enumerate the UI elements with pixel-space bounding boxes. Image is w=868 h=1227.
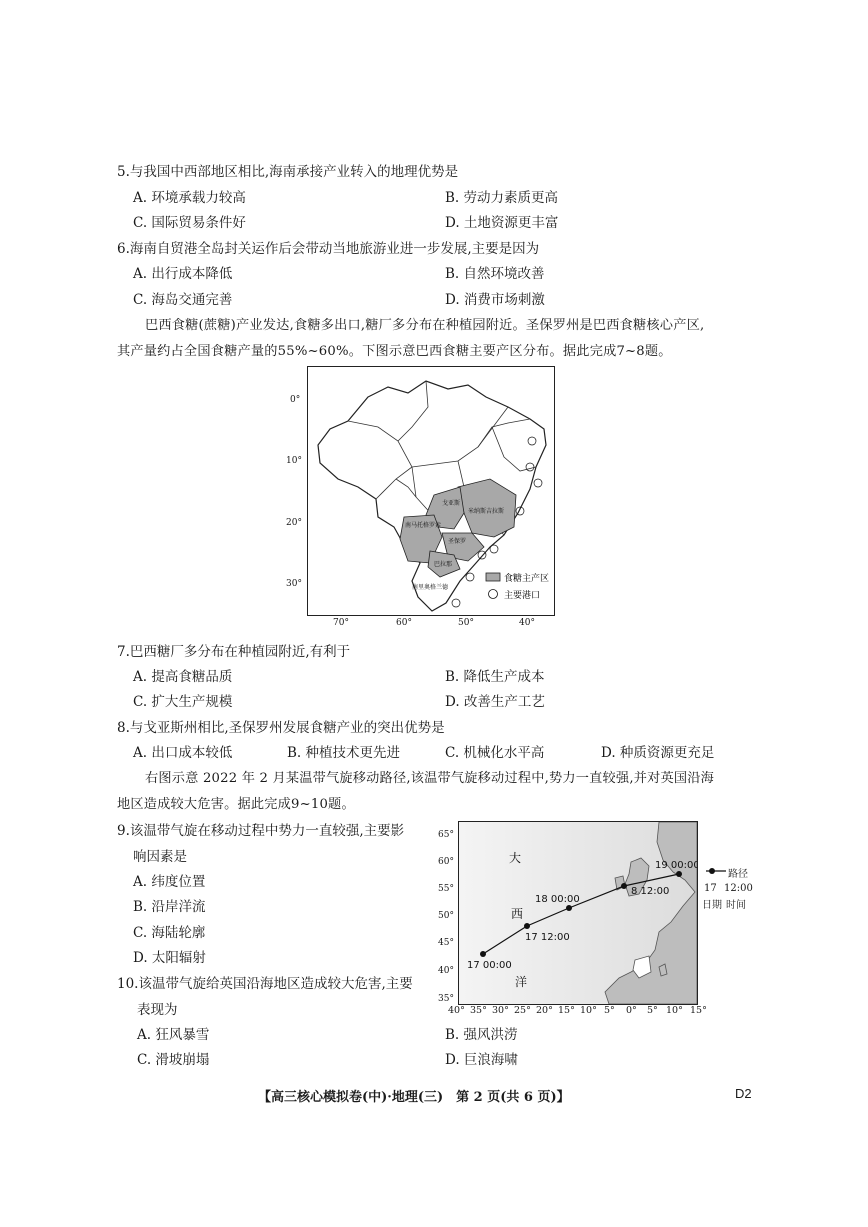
brazil-lat-20: 20° — [286, 518, 302, 528]
question-9-stem-line2: 响因素是 — [133, 849, 187, 865]
page-footer-title: 【高三核心模拟卷(中)·地理(三) 第 2 页(共 6 页)】 — [258, 1090, 570, 1105]
ocean-label-yang: 洋 — [515, 975, 528, 989]
label-sp: 圣保罗 — [448, 538, 467, 545]
q9-option-b: B. 沿岸洋流 — [133, 899, 206, 915]
question-6-stem: 6.海南自贸港全岛封关运作后会带动当地旅游业进一步发展,主要是因为 — [117, 241, 540, 257]
legend-path-point — [709, 868, 715, 874]
legend-path-label: 路径 — [728, 869, 748, 880]
q9-option-c: C. 海陆轮廓 — [133, 925, 206, 941]
question-9-stem-line1: 9.该温带气旋在移动过程中势力一直较强,主要影 — [117, 823, 405, 839]
legend-sugar-label: 食糖主产区 — [504, 574, 550, 584]
brazil-lon-70: 70° — [333, 618, 349, 628]
cyclone-path-map — [458, 821, 698, 1005]
track-point — [480, 951, 486, 957]
track-point — [524, 923, 530, 929]
cyclone-legend — [702, 865, 762, 915]
q9-option-d: D. 太阳辐射 — [133, 950, 206, 966]
brazil-legend — [486, 572, 549, 601]
brazil-sugar-map — [307, 366, 555, 616]
q10-option-b: B. 强风洪涝 — [445, 1027, 518, 1043]
legend-port-label: 主要港口 — [504, 591, 541, 601]
q8-option-b: B. 种植技术更先进 — [287, 745, 401, 761]
cyc-lon-15: 15° — [558, 1005, 575, 1016]
cyc-lon-5e: 5° — [647, 1005, 658, 1016]
point-label-18-12: 8 12:00 — [631, 886, 670, 897]
q9-option-a: A. 纬度位置 — [133, 874, 206, 890]
q5-option-d: D. 土地资源更丰富 — [445, 215, 559, 231]
cyc-lat-50: 50° — [438, 911, 454, 921]
cyc-lon-0: 0° — [626, 1005, 637, 1016]
q6-option-c: C. 海岛交通完善 — [133, 292, 233, 308]
q8-option-d: D. 种质资源更充足 — [601, 745, 715, 761]
label-parana: 巴拉那 — [434, 561, 453, 568]
cyc-lat-65: 65° — [438, 830, 454, 840]
q7-option-d: D. 改善生产工艺 — [445, 694, 545, 710]
cyc-lon-10: 10° — [580, 1005, 597, 1016]
port-icon — [534, 479, 542, 487]
label-rs: 南里奥格兰德 — [412, 584, 449, 591]
cyc-lat-55: 55° — [438, 884, 454, 894]
question-10-stem-line2: 表现为 — [137, 1002, 178, 1018]
legend-time-label: 时间 — [726, 900, 746, 911]
q6-option-a: A. 出行成本降低 — [133, 266, 233, 282]
cyc-lon-15e: 15° — [690, 1005, 707, 1016]
cyc-lon-25: 25° — [514, 1005, 531, 1016]
track-point — [676, 871, 682, 877]
question-7-stem: 7.巴西糖厂多分布在种植园附近,有利于 — [117, 644, 351, 660]
point-label-19-00: 19 00:00 — [655, 860, 697, 871]
q5-option-a: A. 环境承载力较高 — [133, 190, 246, 206]
port-icon — [452, 599, 460, 607]
q7-option-c: C. 扩大生产规模 — [133, 694, 233, 710]
port-icon — [466, 573, 474, 581]
legend-date: 17 — [704, 883, 717, 894]
q7-option-b: B. 降低生产成本 — [445, 669, 545, 685]
ocean-label-xi: 西 — [511, 907, 524, 921]
cyc-lat-40: 40° — [438, 966, 454, 976]
brazil-lon-50: 50° — [458, 618, 474, 628]
legend-sugar-swatch — [486, 573, 500, 581]
track-point — [621, 883, 627, 889]
q10-option-d: D. 巨浪海啸 — [445, 1052, 518, 1068]
q8-option-a: A. 出口成本较低 — [133, 745, 233, 761]
legend-time: 12:00 — [724, 883, 753, 894]
track-point — [566, 905, 572, 911]
legend-date-label: 日期 — [702, 900, 722, 911]
point-label-17-00: 17 00:00 — [467, 960, 512, 971]
cyc-lat-45: 45° — [438, 938, 454, 948]
cyc-lon-10e: 10° — [666, 1005, 683, 1016]
q8-option-c: C. 机械化水平高 — [445, 745, 545, 761]
port-icon — [490, 545, 498, 553]
cyc-lon-20: 20° — [536, 1005, 553, 1016]
brazil-lat-0: 0° — [290, 395, 301, 405]
q5-option-b: B. 劳动力素质更高 — [445, 190, 559, 206]
label-minas: 米纳斯吉拉斯 — [468, 508, 505, 515]
q6-option-b: B. 自然环境改善 — [445, 266, 545, 282]
q6-option-d: D. 消费市场刺激 — [445, 292, 545, 308]
cyc-lon-5w: 5° — [604, 1005, 615, 1016]
q7-option-a: A. 提高食糖品质 — [133, 669, 233, 685]
point-label-17-12: 17 12:00 — [525, 932, 570, 943]
cyc-lon-30: 30° — [492, 1005, 509, 1016]
cyc-lat-35: 35° — [438, 994, 454, 1004]
brazil-lon-40: 40° — [519, 618, 535, 628]
cyc-lon-40: 40° — [448, 1005, 465, 1016]
passage-brazil-line1: 巴西食糖(蔗糖)产业发达,食糖多出口,糖厂多分布在种植园附近。圣保罗州是巴西食糖核心产区, — [145, 318, 705, 333]
passage-cyclone-line1: 右图示意 2022 年 2 月某温带气旋移动路径,该温带气旋移动过程中,势力一直较强,并对英国沿海 — [145, 771, 715, 786]
q10-option-c: C. 滑坡崩塌 — [137, 1052, 210, 1068]
question-10-stem-line1: 10.该温带气旋给英国沿海地区造成较大危害,主要 — [117, 976, 413, 992]
question-8-stem: 8.与戈亚斯州相比,圣保罗州发展食糖产业的突出优势是 — [117, 720, 445, 736]
ocean-label-da: 大 — [509, 851, 522, 865]
cyc-lat-60: 60° — [438, 857, 454, 867]
q5-option-c: C. 国际贸易条件好 — [133, 215, 246, 231]
cyc-lon-35: 35° — [470, 1005, 487, 1016]
brazil-lat-30: 30° — [286, 579, 302, 589]
passage-cyclone-line2: 地区造成较大危害。据此完成9~10题。 — [117, 797, 355, 812]
point-label-18-00: 18 00:00 — [535, 894, 580, 905]
q10-option-a: A. 狂风暴雪 — [137, 1027, 210, 1043]
brazil-lon-60: 60° — [396, 618, 412, 628]
brazil-lat-10: 10° — [286, 456, 302, 466]
port-icon — [489, 590, 498, 599]
passage-brazil-line2: 其产量约占全国食糖产量的55%~60%。下图示意巴西食糖主要产区分布。据此完成7~8题。 — [117, 344, 672, 359]
page-footer-code: D2 — [735, 1086, 752, 1101]
label-goias: 戈亚斯 — [442, 500, 461, 507]
question-5-stem: 5.与我国中西部地区相比,海南承接产业转入的地理优势是 — [117, 164, 459, 180]
label-ms: 南马托格罗索 — [405, 522, 442, 529]
